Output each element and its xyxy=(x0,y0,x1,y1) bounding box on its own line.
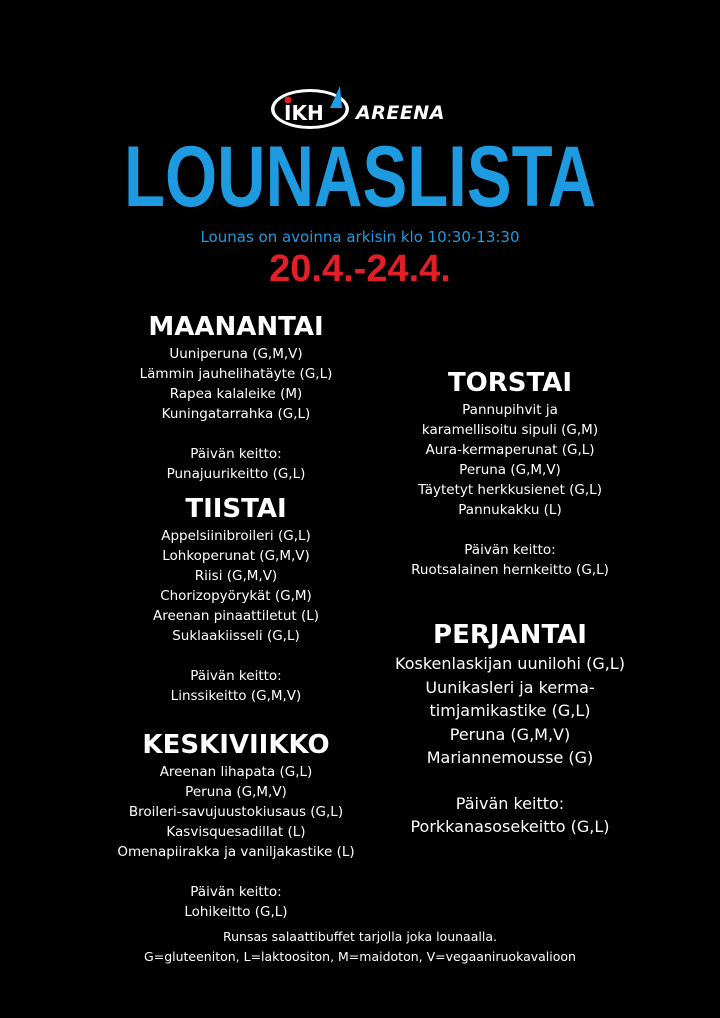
menu-list xyxy=(96,526,376,646)
menu-item: Koskenlaskijan uunilohi (G,L) xyxy=(395,654,625,673)
soup-name: Linssikeitto (G,M,V) xyxy=(170,688,302,704)
day-maanantai xyxy=(96,310,376,484)
menu-item: Rapea kalaleike (M) xyxy=(169,386,303,402)
soup-name: Porkkanasosekeitto (G,L) xyxy=(410,817,610,836)
day-perjantai xyxy=(358,618,662,839)
menu-item: Appelsiinibroileri (G,L) xyxy=(161,528,311,544)
soup-name: Lohikeitto (G,L) xyxy=(184,904,288,920)
menu-item: Peruna (G,M,V) xyxy=(459,462,561,478)
menu-item: Lohkoperunat (G,M,V) xyxy=(162,548,310,564)
logo-brand-text: IKH xyxy=(284,101,324,125)
menu-item: Broileri-savujuustokiusaus (G,L) xyxy=(128,804,344,820)
logo-areena-text: AREENA xyxy=(356,102,445,124)
day-heading: TIISTAI xyxy=(185,494,287,524)
day-tiistai xyxy=(96,492,376,706)
menu-item: Areenan pinaattiletut (L) xyxy=(152,608,320,624)
menu-item: Lämmin jauhelihatäyte (G,L) xyxy=(139,366,333,382)
menu-item: Omenapiirakka ja vaniljakastike (L) xyxy=(117,844,355,860)
menu-list xyxy=(96,344,376,424)
menu-item: Aura-kermaperunat (G,L) xyxy=(425,442,595,458)
menu-item: Uunikasleri ja kerma- xyxy=(425,677,595,697)
menu-item: Pannupihvit ja xyxy=(462,402,558,418)
menu-list xyxy=(96,762,376,862)
menu-list xyxy=(370,400,650,520)
menu-item: Mariannemousse (G) xyxy=(426,748,594,767)
menu-item: timjamikastike (G,L) xyxy=(429,701,591,720)
day-keskiviikko xyxy=(96,728,376,922)
menu-item: Pannukakku (L) xyxy=(458,502,562,518)
menu-item: Riisi (G,M,V) xyxy=(194,568,278,584)
menu-item: Kuningatarrahka (G,L) xyxy=(161,406,311,422)
menu-item: Suklaakiisseli (G,L) xyxy=(172,628,300,644)
menu-item: Chorizopyörykät (G,M) xyxy=(160,588,312,604)
menu-item: Peruna (G,M,V) xyxy=(185,784,287,800)
opening-hours: Lounas on avoinna arkisin klo 10:30-13:30 xyxy=(200,228,520,246)
menu-item: Uuniperuna (G,M,V) xyxy=(169,346,303,362)
soup-name: Ruotsalainen hernkeitto (G,L) xyxy=(411,562,609,578)
day-heading: TORSTAI xyxy=(447,368,573,398)
menu-item: Täytetyt herkkusienet (G,L) xyxy=(418,482,602,498)
soup-label: Päivän keitto: xyxy=(190,446,282,462)
menu-item: Peruna (G,M,V) xyxy=(449,724,571,744)
soup-name: Punajuurikeitto (G,L) xyxy=(166,466,306,482)
day-heading: KESKIVIIKKO xyxy=(142,730,330,760)
menu-item: Kasvisquesadillat (L) xyxy=(166,824,306,840)
soup-label: Päivän keitto: xyxy=(455,793,565,813)
day-heading: PERJANTAI xyxy=(433,620,587,650)
salad-buffet-note: Runsas salaattibuffet tarjolla joka lounaalla. xyxy=(223,929,497,944)
page-title: LOUNASLISTA xyxy=(123,129,597,225)
ikh-areena-logo xyxy=(268,82,458,132)
menu-list xyxy=(358,652,662,770)
ikh-logo-mark xyxy=(268,82,358,132)
day-torstai xyxy=(370,366,650,580)
menu-item: Areenan lihapata (G,L) xyxy=(159,764,313,780)
menu-item: karamellisoitu sipuli (G,M) xyxy=(421,422,599,438)
diet-legend: G=gluteeniton, L=laktoositon, M=maidoton, V=vegaaniruokavalioon xyxy=(144,949,576,964)
soup-label: Päivän keitto: xyxy=(190,884,282,900)
week-dates: 20.4.-24.4. xyxy=(269,248,451,290)
soup-label: Päivän keitto: xyxy=(190,668,282,684)
footer xyxy=(0,927,720,967)
day-heading: MAANANTAI xyxy=(148,312,324,342)
soup-label: Päivän keitto: xyxy=(464,542,556,558)
